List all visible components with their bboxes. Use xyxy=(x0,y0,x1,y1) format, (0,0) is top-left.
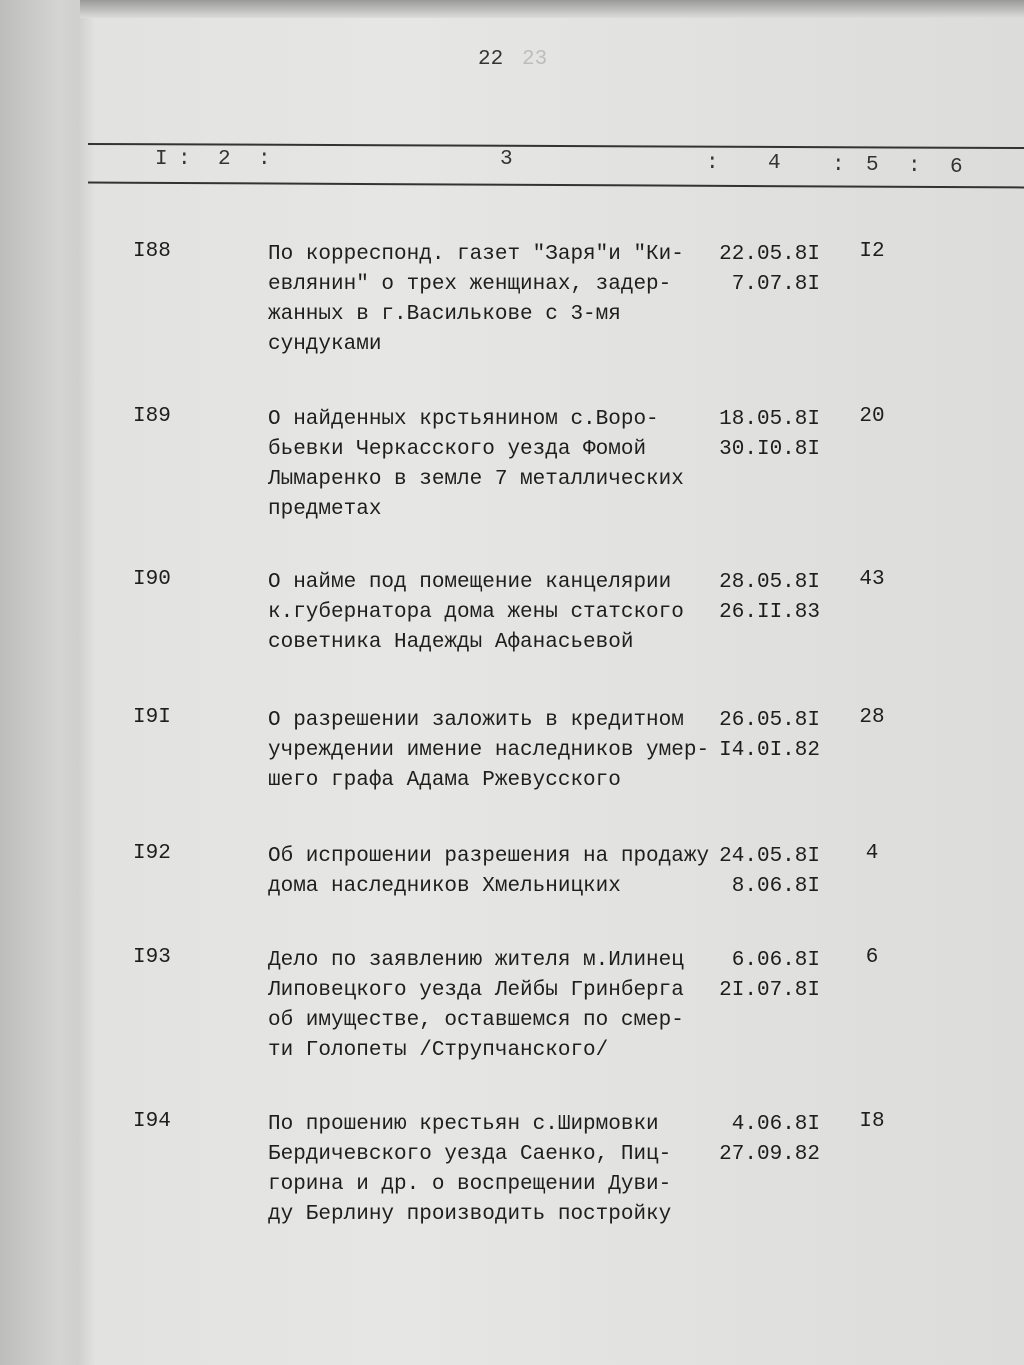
header-col-5: 5 xyxy=(866,154,879,177)
title-line: Бердичевского уезда Саенко, Пиц- xyxy=(268,1143,672,1166)
title-line: Об испрошении разрешения на продажу xyxy=(268,845,710,868)
record-dates xyxy=(712,405,820,465)
date: 27.09.82 xyxy=(719,1143,820,1166)
date: 7.07.8I xyxy=(731,273,820,296)
sheet-count: 20 xyxy=(859,405,885,428)
page-number: 22 xyxy=(478,48,504,71)
header-col-1: I xyxy=(155,148,168,171)
record-number: I94 xyxy=(133,1110,171,1133)
title-line: сундуками xyxy=(268,333,382,356)
sheet-count: 28 xyxy=(859,706,885,729)
date: 26.05.8I xyxy=(719,709,820,732)
date: 30.I0.8I xyxy=(719,438,820,461)
title-line: учреждении имение наследников умер- xyxy=(268,739,710,762)
record-number: I93 xyxy=(133,946,171,969)
date: 8.06.8I xyxy=(731,875,820,898)
header-col-2: 2 xyxy=(218,148,231,171)
title-line: ду Берлину производить постройку xyxy=(268,1203,672,1226)
sheet-count: I2 xyxy=(859,240,885,263)
title-line: жанных в г.Василькове с 3-мя xyxy=(268,303,621,326)
record-number: I9I xyxy=(133,706,171,729)
title-line: Лымаренко в земле 7 металлических xyxy=(268,468,684,491)
record-dates xyxy=(712,706,820,766)
record-dates xyxy=(712,946,820,1006)
record-dates xyxy=(712,1110,820,1170)
date: 4.06.8I xyxy=(731,1113,820,1136)
date: 6.06.8I xyxy=(731,949,820,972)
title-line: советника Надежды Афанасьевой xyxy=(268,631,634,654)
record-dates xyxy=(712,842,820,902)
title-line: О разрешении заложить в кредитном xyxy=(268,709,684,732)
date: 2I.07.8I xyxy=(719,979,820,1002)
header-col-6: 6 xyxy=(950,156,963,179)
sheet-count: 6 xyxy=(865,946,879,969)
header-col-3: 3 xyxy=(500,148,513,171)
record-title xyxy=(268,842,709,902)
record-dates xyxy=(712,568,820,628)
header-col-4: 4 xyxy=(768,152,781,175)
record-title xyxy=(268,706,709,796)
title-line: дома наследников Хмельницких xyxy=(268,875,621,898)
date: 24.05.8I xyxy=(719,845,820,868)
title-line: По прошению крестьян с.Ширмовки xyxy=(268,1113,659,1136)
title-line: По корреспонд. газет "Заря"и "Ки- xyxy=(268,243,684,266)
title-line: О найденных крстьянином с.Воро- xyxy=(268,408,659,431)
record-title xyxy=(268,405,684,525)
record-title xyxy=(268,568,684,658)
title-line: ти Голопеты /Струпчанского/ xyxy=(268,1039,609,1062)
title-line: Дело по заявлению жителя м.Илинец xyxy=(268,949,684,972)
title-line: О найме под помещение канцелярии xyxy=(268,571,672,594)
record-title xyxy=(268,240,684,360)
bleed-through-page-number: 23 xyxy=(522,48,548,71)
page-top-edge xyxy=(80,0,1024,18)
record-title xyxy=(268,1110,671,1230)
record-dates xyxy=(712,240,820,300)
record-number: I89 xyxy=(133,405,171,428)
title-line: об имуществе, оставшемся по смер- xyxy=(268,1009,684,1032)
title-line: горина и др. о воспрещении Дуви- xyxy=(268,1173,672,1196)
sheet-count: 4 xyxy=(865,842,879,865)
date: 22.05.8I xyxy=(719,243,820,266)
date: I4.0I.82 xyxy=(719,739,820,762)
title-line: бьевки Черкасского уезда Фомой xyxy=(268,438,647,461)
record-number: I88 xyxy=(133,240,171,263)
title-line: к.губернатора дома жены статского xyxy=(268,601,684,624)
record-title xyxy=(268,946,684,1066)
sheet-count: 43 xyxy=(859,568,885,591)
title-line: евлянин" о трех женщинах, задер- xyxy=(268,273,672,296)
date: 18.05.8I xyxy=(719,408,820,431)
date: 28.05.8I xyxy=(719,571,820,594)
sheet-count: I8 xyxy=(859,1110,885,1133)
date: 26.II.83 xyxy=(719,601,820,624)
record-number: I90 xyxy=(133,568,171,591)
header-rule-bottom xyxy=(88,182,1024,189)
title-line: шего графа Адама Ржевусского xyxy=(268,769,621,792)
record-number: I92 xyxy=(133,842,171,865)
title-line: Липовецкого уезда Лейбы Гринберга xyxy=(268,979,684,1002)
title-line: предметах xyxy=(268,498,382,521)
